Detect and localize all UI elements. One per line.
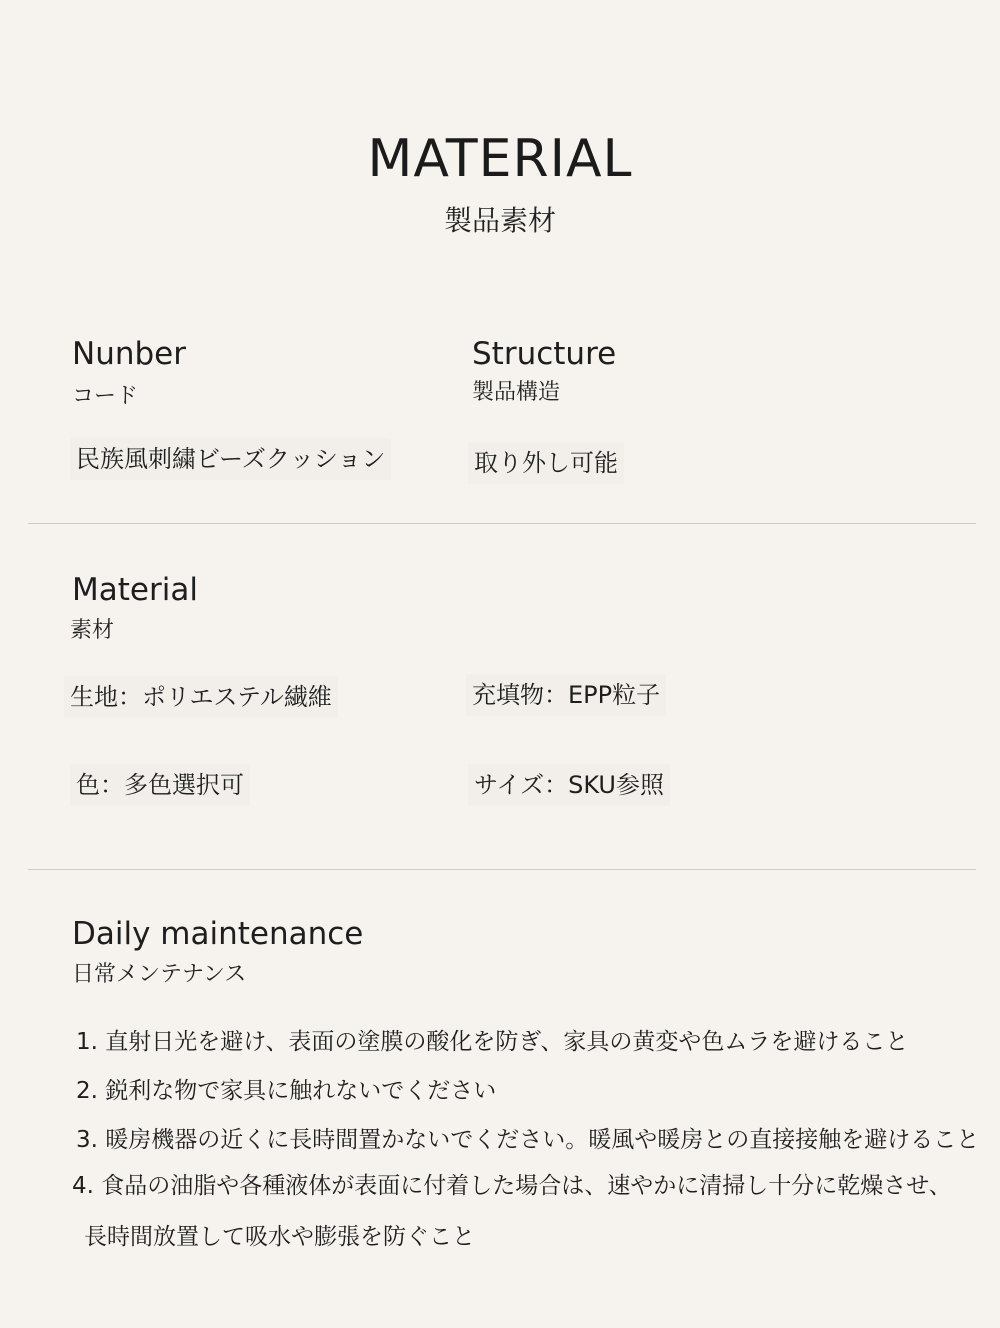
page-subtitle: 製品素材 xyxy=(443,204,556,237)
color-value: 色：多色選択可 xyxy=(70,764,250,806)
filling-value: 充填物：EPP粒子 xyxy=(466,674,666,716)
material-subheading: 素材 xyxy=(70,618,115,643)
page-title: MATERIAL xyxy=(367,129,633,189)
maintenance-item: 4. 食品の油脂や各種液体が表面に付着した場合は、速やかに清掃し十分に乾燥させ、 xyxy=(72,1173,952,1199)
maintenance-item: 2. 鋭利な物で家具に触れないでください xyxy=(76,1078,497,1104)
maintenance-heading: Daily maintenance xyxy=(72,916,364,952)
product-code-value: 民族風刺繍ビーズクッション xyxy=(70,438,391,480)
section-divider xyxy=(28,523,976,524)
maintenance-item: 3. 暖房機器の近くに長時間置かないでください。暖風や暖房との直接接触を避けること xyxy=(76,1127,980,1153)
size-value: サイズ：SKU参照 xyxy=(468,764,670,806)
maintenance-item: 1. 直射日光を避け、表面の塗膜の酸化を防ぎ、家具の黄変や色ムラを避けること xyxy=(76,1029,909,1055)
structure-value: 取り外し可能 xyxy=(468,442,624,484)
maintenance-subheading: 日常メンテナンス xyxy=(72,962,247,987)
number-subheading: コード xyxy=(72,384,139,409)
material-heading: Material xyxy=(72,572,198,608)
maintenance-item: 長時間放置して吸水や膨張を防ぐこと xyxy=(84,1224,475,1250)
fabric-value: 生地：ポリエステル繊維 xyxy=(64,676,338,718)
structure-subheading: 製品構造 xyxy=(472,380,561,405)
number-heading: Nunber xyxy=(72,336,186,372)
section-divider xyxy=(28,869,976,870)
structure-heading: Structure xyxy=(472,336,617,372)
